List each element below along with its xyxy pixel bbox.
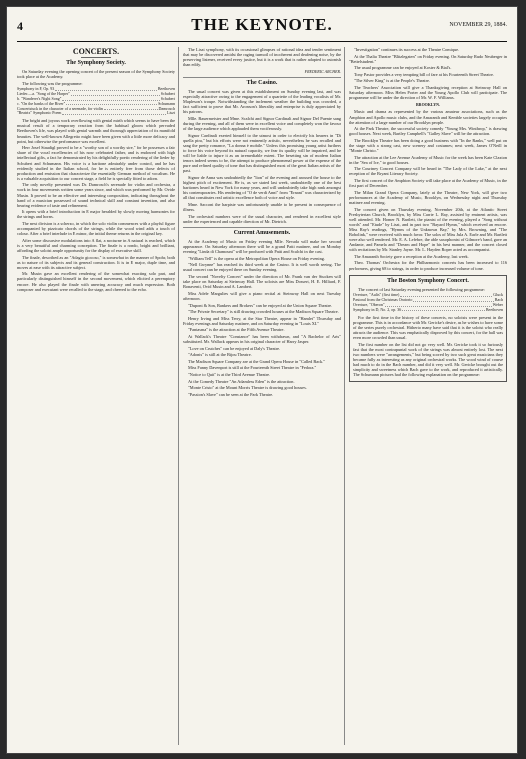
paragraph: At Wallack's Theatre "Constance" has been withdrawn, and "A Bachelor of Arts" substituted. Mr. Wallack appears in his original character of Harry Jasper.	[183, 334, 341, 345]
paragraph: The Teachers' Association will give a Thanksgiving reception at Steinway Hall on Saturday afternoon. Miss Helen Porter and the Young Apollo Club will participate. The programme will be under the direction of Mr. W. F. Williams.	[349, 85, 507, 101]
paragraph: At the Academy of Music on Friday evening Mlle. Nevada will make her second appearance. On Saturday afternoon there will be a grand Patti matinee, and on Monday evening "Linda di Chamouni" will be produced with Patti and Scalchi in the cast.	[183, 239, 341, 255]
programme-item: Lieder.—a. "Song of the Harper" Schubert	[17, 91, 175, 97]
section-rule	[183, 227, 341, 228]
programme-list	[17, 87, 175, 116]
column-3	[349, 47, 507, 745]
paragraph: The Brooklyn Theatre has been doing a good business with "In the Ranks," well put on the stage with a strong cast, new scenery and costumes; next week, James O'Neill in "Monte Christo."	[349, 137, 507, 154]
byline: FREDERIC ARCHER.	[304, 68, 341, 74]
paragraph: Henry Irving and Miss Terry, at the Star Theatre, appear in "Hamlet" Thursday and Friday evenings and Saturday matinee, and on Saturday evening in "Louis XI."	[183, 315, 341, 326]
paragraph: After some discursive modulations into A flat, a nocturne in A natural is reached, which is a very beautiful and charming conception. The finale is a rondo, bright and brilliant, affording the soloist ample opportunity for the display of executive skill.	[17, 237, 175, 253]
article-heading: The Boston Symphony Concert.	[387, 277, 469, 284]
paragraph: The orchestral numbers were of the usual character, and rendered in excellent style under the experienced and capable direction of Mr. Dietrich.	[183, 213, 341, 224]
column-divider	[344, 47, 345, 745]
paragraph: Music and drama as represented by the various amateur associations, such as the Amphion and Apollo music clubs, and the Amaranth and Kemble societies largely occupies the attention of a large number of our Brooklyn people.	[349, 109, 507, 125]
programme-item: Overture, "Aulis" (first time) Gluck	[353, 292, 503, 298]
paragraph: Miss Adele Margulies will give a piano recital at Steinway Hall on next Tuesday afternoon.	[183, 290, 341, 301]
article-heading: The Casino.	[246, 79, 278, 86]
paragraph: At the Thalia Theatre "Blitzlegaten" on Friday evening. On Saturday Rudo Neuberger in "Bettelstudent."	[349, 53, 507, 64]
paragraph: "Passion's Slave" can be seen at the Park Theatre.	[188, 391, 274, 397]
newspaper-page	[6, 6, 518, 754]
paragraph: Mme. Sacconi the harpiste was unfortunately unable to be present in consequence of illness.	[183, 202, 341, 213]
paragraph: At the Park Theatre, the successful society comedy "Young Mrs. Winthrop," is drawing good houses. Next week, Bartley Campbell's "Galley Slave" will be the attraction.	[349, 126, 507, 137]
column-divider	[178, 47, 179, 745]
paragraph: Mr. Musin gave an excellent rendering of the somewhat exacting solo part, and particularly distinguished himself in the second movement, which elicited a peremptory encore. He also played the finale with unerring accuracy and much expression. Both composer and executant were recalled to the stage, and cheered to the echo.	[17, 271, 175, 292]
article-heading: Current Amusements.	[233, 229, 291, 236]
paragraph: Signor de Anna was undoubtedly the "lion" of the evening and aroused the house to the highest pitch of excitement. He is, as we stated last week, undoubtedly one of the best baritones heard in New York for many years, and will undoubtedly take high rank amongst his contemporaries. His rendering of "O de verdi Anni" from "Ernani" was characterized by all that constitutes real artistic excellence both of voice and style.	[183, 175, 341, 201]
paragraph: "Notice to Quit" is at the Third Avenue Theatre.	[188, 372, 271, 378]
programme-item: Overture, "Oberon" Weber	[353, 301, 503, 307]
paragraph: "William Tell" is the opera at the Metropolitan Opera House on Friday evening.	[188, 255, 325, 261]
masthead-title: THE KEYNOTE.	[191, 15, 333, 34]
paragraph: "Adonis" is still at the Bijou Theatre.	[188, 352, 252, 358]
section-heading: CONCERTS.	[72, 47, 120, 56]
programme-item: c. "On the banks of the River" Schumann	[17, 100, 175, 106]
paragraph: The Amaranth Society gave a reception at the Academy, last week.	[354, 253, 469, 259]
paragraph: The following was the programme:	[22, 80, 83, 86]
paragraph: "The Silver King" is at the People's Theatre.	[354, 78, 431, 84]
programme-item: Symphony in D, No. 2, op. 36 Beethoven	[353, 306, 503, 312]
paragraph: The usual concert was given at this establishment on Sunday evening last, and was especially attractive owing to the engagement of a quartette of the leading vocalists of Mr. Mapleson's troupe. Notwithstanding the inclement weather the building was crowded, a fact sufficient to prove that Mr. Aronson's liberality and enterprise is duly appreciated by his patrons.	[183, 89, 341, 115]
paragraph: "Love on Crutches" can be enjoyed at Daly's Theatre.	[188, 345, 281, 351]
paragraph: The Liszt symphony, with its occasional glimpses of rational idea and tender sentiment that may be discovered amidst the raging turmoil of incoherent and deafening noise, by the preserving listener, received every justice, but it is a work that is rather adapted to astonish than edify.	[183, 47, 341, 68]
column-2	[183, 47, 341, 745]
paragraph: The first concert of the Amphion Society will take place at the Academy of Music, in the first part of December.	[349, 178, 507, 189]
boston-box	[349, 275, 507, 382]
paragraph: Signor Cardinali exerted himself to the utmost in order to electrify his hearers in "Di quella pira," but his efforts were not eminently artistic, nevertheless he was recalled and sang the pretty romance, "La donna è mobile." Unless this promising young artist furthers to force his voice beyond its natural capacity, we fear its quality will be impaired, and he will be liable to injure it as an irremediable extent. The besetting sin of modern Italian tenors indeed seems to be, the attempt to produce phenomenal power at the expense of the pure and refined quality of tone that has distinguished most of the great Italian artists of the past.	[183, 132, 341, 174]
paragraph: The only novelty presented was Dr. Damrosch's serenade for violin and orchestra, a work in four movements written some years since, and which was performed by Mr. Ovide Musin. It proved to be an effective and interesting composition, indicating throughout the hand of a musician possessed of sound technical skill and constant invention, and also bearing evidence of taste and refinement.	[17, 182, 175, 208]
heading-rule	[81, 57, 111, 58]
paragraph: The concert given on Thursday evening, November 20th, at the Atlantic Street Presbyterian Church, Brooklyn, by Miss Carrie L. Ray, assisted by eminent artists, was well attended. Mr. Homer N. Bartlett, the pianist of the evening, played a "Song without words" and "Etude" by Liszt, and in part two "Bayard Hymn," which received an encore. Miss Ray's readings, "Hymns of the Unknown Bay," by Mrs. Browning, and "The Bobolink," were received with much favor. The solos of Miss Jula A. Earle and Mr. Bartlett were also well rendered. Mr. E. A. Lefebre, the able saxophonist of Gilmore's band, gave an Andante, and Pamela and "Dream and Hope" in his best manner, and the concert closed with recitations by Mr. Stanley Jayne. Mr. L. Hayden Roper acted as accompanist.	[349, 206, 507, 253]
column-1	[17, 47, 175, 745]
paragraph: The second "Novelty Concert" under the direction of Mr. Frank van der Stucken will take place on Saturday at Steinway Hall. The soloists are Miss Dossert, H. E. Hilliard, F. Bonaventi, Ovid Musin and A. Lambert.	[183, 274, 341, 290]
paragraph: "Nell Gwynne" has reached its third week at the Casino. It is well worth seeing. The usual concert can be enjoyed there on Sunday evening.	[183, 262, 341, 273]
programme-item: Symphony in F, Op. 93 Beethoven	[17, 86, 175, 92]
programme-item: Pastoral from the Christmas Oratorio Bach	[353, 297, 503, 303]
brooklyn-heading: BROOKLYN.	[416, 102, 440, 108]
programme-item: Concertstuck in the character of a serenade, for violin Damrosch	[17, 105, 175, 111]
paragraph: Miss Fanny Davenport is still at the Fourteenth Street Theatre in "Fedora."	[188, 365, 317, 371]
paragraph: The attraction at the Lee Avenue Academy of Music for the week has been Kate Claxton in the "Sea of Ice," to good houses.	[349, 154, 507, 165]
paragraph: Theo. Thomas' Orchestra for the Philharmonic concerts has been increased to 116 performers, giving 68 to strings, in order to produce increased volume of tone.	[349, 260, 507, 271]
paragraph: "Monte Cristo" at the Mount Morris Theatre is drawing good houses.	[188, 385, 307, 391]
programme-item: "Beatrix" Symphonic Poem Liszt	[17, 110, 175, 116]
article-heading: The Symphony Society.	[66, 60, 126, 67]
paragraph: "Investigation" continues its success at the Theatre Comique.	[354, 47, 460, 52]
issue-date: NOVEMBER 29, 1884.	[449, 22, 507, 28]
masthead-bar	[17, 13, 507, 43]
paragraph: The usual programme can be enjoyed at Koster & Bial's.	[354, 65, 452, 71]
programme-item: b. "Wanderer's Night Song" Schubert	[17, 96, 175, 102]
paragraph: The first number on the list did not go very well. Mr. Gericke took it so furiously fast that the most contrapuntal work of the strings was almost entirely lost. The next two numbers were "arrangements," but being scored by two such great musicians they became fully as interesting as any original orchestral works. The wood wind of course had much to do in the Bach number, and did it very well. Mr. Gericke brought out the simplicity and sweetness which Bach gave to the work, and reproduced it artistically. The Schumann pictures had the following explanation on the programme:	[353, 341, 503, 378]
page-number: 4	[17, 19, 23, 33]
paragraph: The next division is a scherzo, in which the solo violin commences with a playful figure accompanied by pizzicato chords of the strings, while the wood wind adds a touch of colour. After a brief interlude in E minor, the initial theme returns in the original key.	[17, 221, 175, 237]
paragraph: Tony Pastor provides a very tempting bill of fare at his Fourteenth Street Theatre.	[354, 71, 494, 77]
paragraph: "The Private Secretary" is still drawing crowded houses at the Madison Square Theatre.	[188, 309, 339, 315]
paragraph: The bright and joyous work overflowing with genial mirth which seems to have been the musical result of a temporary reaction from the habitual gloom which pervaded Beethoven's life, was played with genial warmth and thorough appreciation of its manifold beauties. The well-known Allegretto might have been given with a little more delicacy and point, but otherwise the performance was excellent.	[17, 118, 175, 144]
paragraph: The Madison Square Company are at the Grand Opera House in "Called Back."	[188, 358, 326, 364]
paragraph: Mlle. Bauermeister and Mme. Scalchi and Signor Cardinali and Signor Del Puente sang during the evening, and all of them were in excellent voice and completely won the favour of the large audience which applauded them vociferously.	[183, 116, 341, 132]
paragraph: Herr Josef Staudigl proved to be a "worthy son of a worthy sire," for he possesses a fair share of the vocal excellencies of his now celebrated father, and is endowed with high intellectual gifts, a fact he demonstrated by his delightfully poetic rendering of the lieder by Schubert and Schumann. His voice is a baritone admirably under control, and he has evidently studied in the Italian school, for he is entirely free from those defects of production and emission that characterize the essentially German method of vocalism. He is a valuable acquisition to our concert stage, a field he is specially fitted to adorn.	[17, 145, 175, 181]
paragraph: For the first time in the history of these concerts, no soloists were present in the programme. This is in accordance with Mr. Gericke's desire, as he wishes to have some of the series purely orchestral. Hitherto many have said that it is the soloist who really attracts the audience. This was emphatically disproved by this concert, for the hall was even more crowded than usual.	[353, 314, 503, 340]
paragraph: At the Comedy Theatre "An Adamless Eden" is the attraction.	[188, 378, 295, 384]
header-rule	[17, 41, 507, 42]
paragraph: "Dupont & Son, Bankers and Brokers" can be enjoyed at the Union Square Theatre.	[188, 302, 333, 308]
paragraph: The concert of last Saturday evening presented the following programme:	[358, 286, 485, 292]
paragraph: The Courtney Concert Company will be heard in "The Lady of the Lake," at the next reception of the Bryant Literary Society.	[349, 166, 507, 177]
paragraph: "Fantasma" is the attraction at the Fifth Avenue Theatre.	[188, 327, 285, 333]
programme-list	[353, 293, 503, 312]
paragraph: On Saturday evening the opening concert of the present season of the Symphony Society took place at the Academy.	[17, 69, 175, 80]
paragraph: The Milan Grand Opera Company, lately at the Theatre, New York, will give two performances at the Academy of Music, Brooklyn, on Wednesday night and Thursday matinee and evening.	[349, 189, 507, 205]
paragraph: The finale, described as an "Adagio giocoso," is somewhat in the manner of Spohr, both as to nature of its subjects and its general construction. It is in E major, duple time, and moves at ease with its attractive subject.	[17, 254, 175, 270]
paragraph: It opens with a brief introduction in E major heralded by slowly moving harmonies for the strings and horns.	[17, 209, 175, 220]
section-rule	[183, 77, 341, 78]
